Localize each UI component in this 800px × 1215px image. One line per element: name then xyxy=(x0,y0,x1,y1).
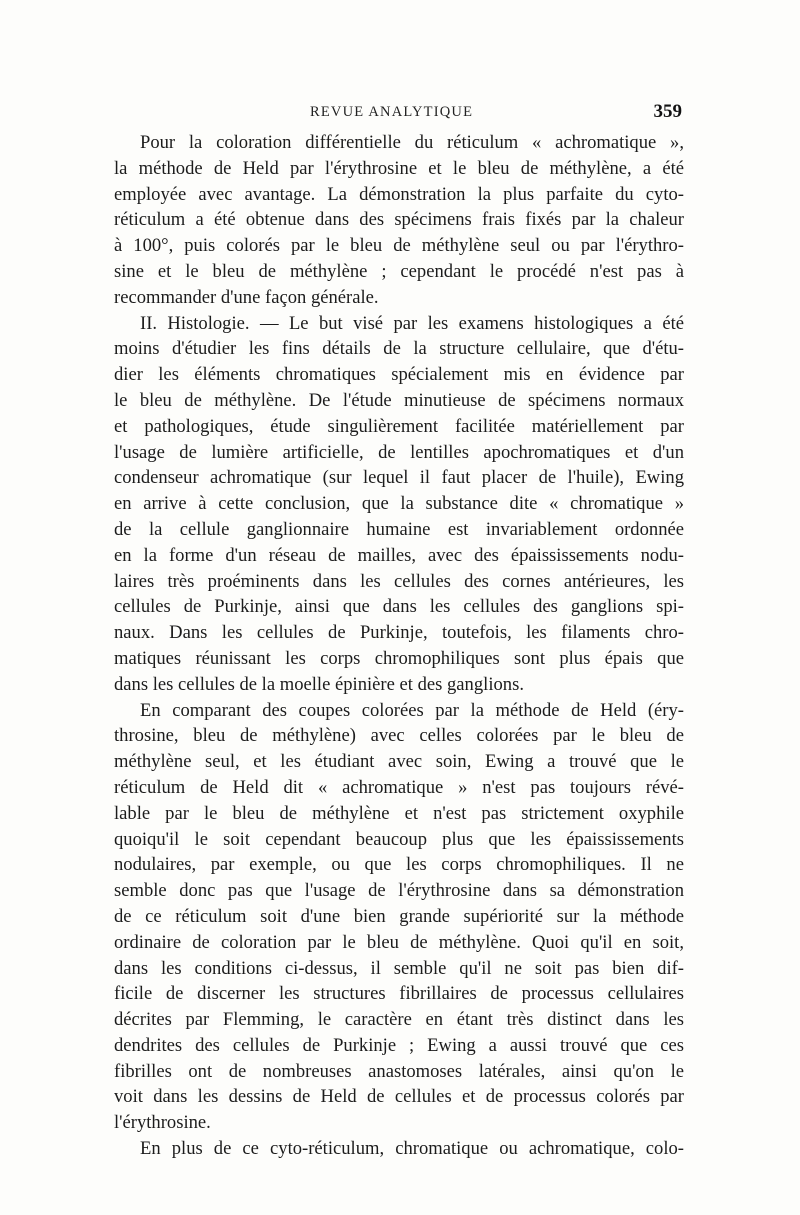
text-line: ordinaire de coloration par le bleu de méthylène. Quoi qu'il en soit, xyxy=(114,931,684,953)
text-line: cellules de Purkinje, ainsi que dans les cellules des ganglions spi- xyxy=(114,596,684,618)
text-line: recommander d'une façon générale. xyxy=(114,286,379,308)
running-head xyxy=(114,101,684,130)
text-line: dans les conditions ci-dessus, il semble qu'il ne soit pas bien dif- xyxy=(114,957,684,979)
body-text xyxy=(114,130,684,1162)
text-line: employée avec avantage. La démonstration la plus parfaite du cyto- xyxy=(114,183,684,205)
running-title: REVUE ANALYTIQUE xyxy=(310,104,474,120)
text-line: réticulum a été obtenue dans des spécimens frais fixés par la chaleur xyxy=(114,209,684,231)
text-line: à 100°, puis colorés par le bleu de méthylène seul ou par l'érythro- xyxy=(114,235,684,257)
text-line: de ce réticulum soit d'une bien grande supériorité sur la méthode xyxy=(114,905,684,927)
text-line: l'érythrosine. xyxy=(114,1112,211,1134)
text-line: moins d'étudier les fins détails de la structure cellulaire, que d'étu- xyxy=(114,338,684,360)
paragraph-histologie xyxy=(114,311,684,698)
text-line: matiques réunissant les corps chromophiliques sont plus épais que xyxy=(114,647,684,669)
text-line: ficile de discerner les structures fibrillaires de processus cellulaires xyxy=(114,983,684,1005)
text-line: II. Histologie. — Le but visé par les examens histologiques a été xyxy=(140,312,684,334)
text-line: de la cellule ganglionnaire humaine est invariablement ordonnée xyxy=(114,518,684,540)
text-line: laires très proéminents dans les cellules des cornes antérieures, les xyxy=(114,570,684,592)
text-line: fibrilles ont de nombreuses anastomoses latérales, ainsi qu'on le xyxy=(114,1060,684,1082)
text-line: condenseur achromatique (sur lequel il faut placer de l'huile), Ewing xyxy=(114,467,684,489)
text-line: semble donc pas que l'usage de l'érythrosine dans sa démonstration xyxy=(114,880,684,902)
text-line: naux. Dans les cellules de Purkinje, toutefois, les filaments chro- xyxy=(114,622,684,644)
page-number: 359 xyxy=(653,101,682,122)
text-line: la méthode de Held par l'érythrosine et le bleu de méthylène, a été xyxy=(114,157,684,179)
text-line: l'usage de lumière artificielle, de lentilles apochromatiques et d'un xyxy=(114,441,684,463)
text-line: le bleu de méthylène. De l'étude minutieuse de spécimens normaux xyxy=(114,389,684,411)
text-line: nodulaires, par exemple, ou que les corps chromophiliques. Il ne xyxy=(114,854,684,876)
text-line: dier les éléments chromatiques spécialement mis en évidence par xyxy=(114,364,684,386)
text-line: throsine, bleu de méthylène) avec celles colorées par le bleu de xyxy=(114,725,684,747)
text-line: dans les cellules de la moelle épinière et des ganglions. xyxy=(114,673,524,695)
paragraph-comparaison xyxy=(114,698,684,1137)
paragraph-coloration xyxy=(114,130,684,311)
text-line: quoiqu'il le soit cependant beaucoup plus que les épaississements xyxy=(114,828,684,850)
paragraph-cyto-reticulum xyxy=(114,1136,684,1162)
text-line: et pathologiques, étude singulièrement facilitée matériellement par xyxy=(114,415,684,437)
text-line: En plus de ce cyto-réticulum, chromatique ou achromatique, colo- xyxy=(140,1138,684,1160)
text-line: décrites par Flemming, le caractère en étant très distinct dans les xyxy=(114,1009,684,1031)
text-line: réticulum de Held dit « achromatique » n'est pas toujours révé- xyxy=(114,776,684,798)
text-line: sine et le bleu de méthylène ; cependant le procédé n'est pas à xyxy=(114,260,684,282)
text-line: en arrive à cette conclusion, que la substance dite « chromatique » xyxy=(114,493,684,515)
text-line: lable par le bleu de méthylène et n'est pas strictement oxyphile xyxy=(114,802,684,824)
text-line: méthylène seul, et les étudiant avec soin, Ewing a trouvé que le xyxy=(114,751,684,773)
text-line: En comparant des coupes colorées par la méthode de Held (éry- xyxy=(140,699,684,721)
text-line: dendrites des cellules de Purkinje ; Ewing a aussi trouvé que ces xyxy=(114,1034,684,1056)
text-line: voit dans les dessins de Held de cellules et de processus colorés par xyxy=(114,1086,684,1108)
text-line: en la forme d'un réseau de mailles, avec des épaississements nodu- xyxy=(114,544,684,566)
text-line: Pour la coloration différentielle du réticulum « achromatique », xyxy=(140,132,684,153)
